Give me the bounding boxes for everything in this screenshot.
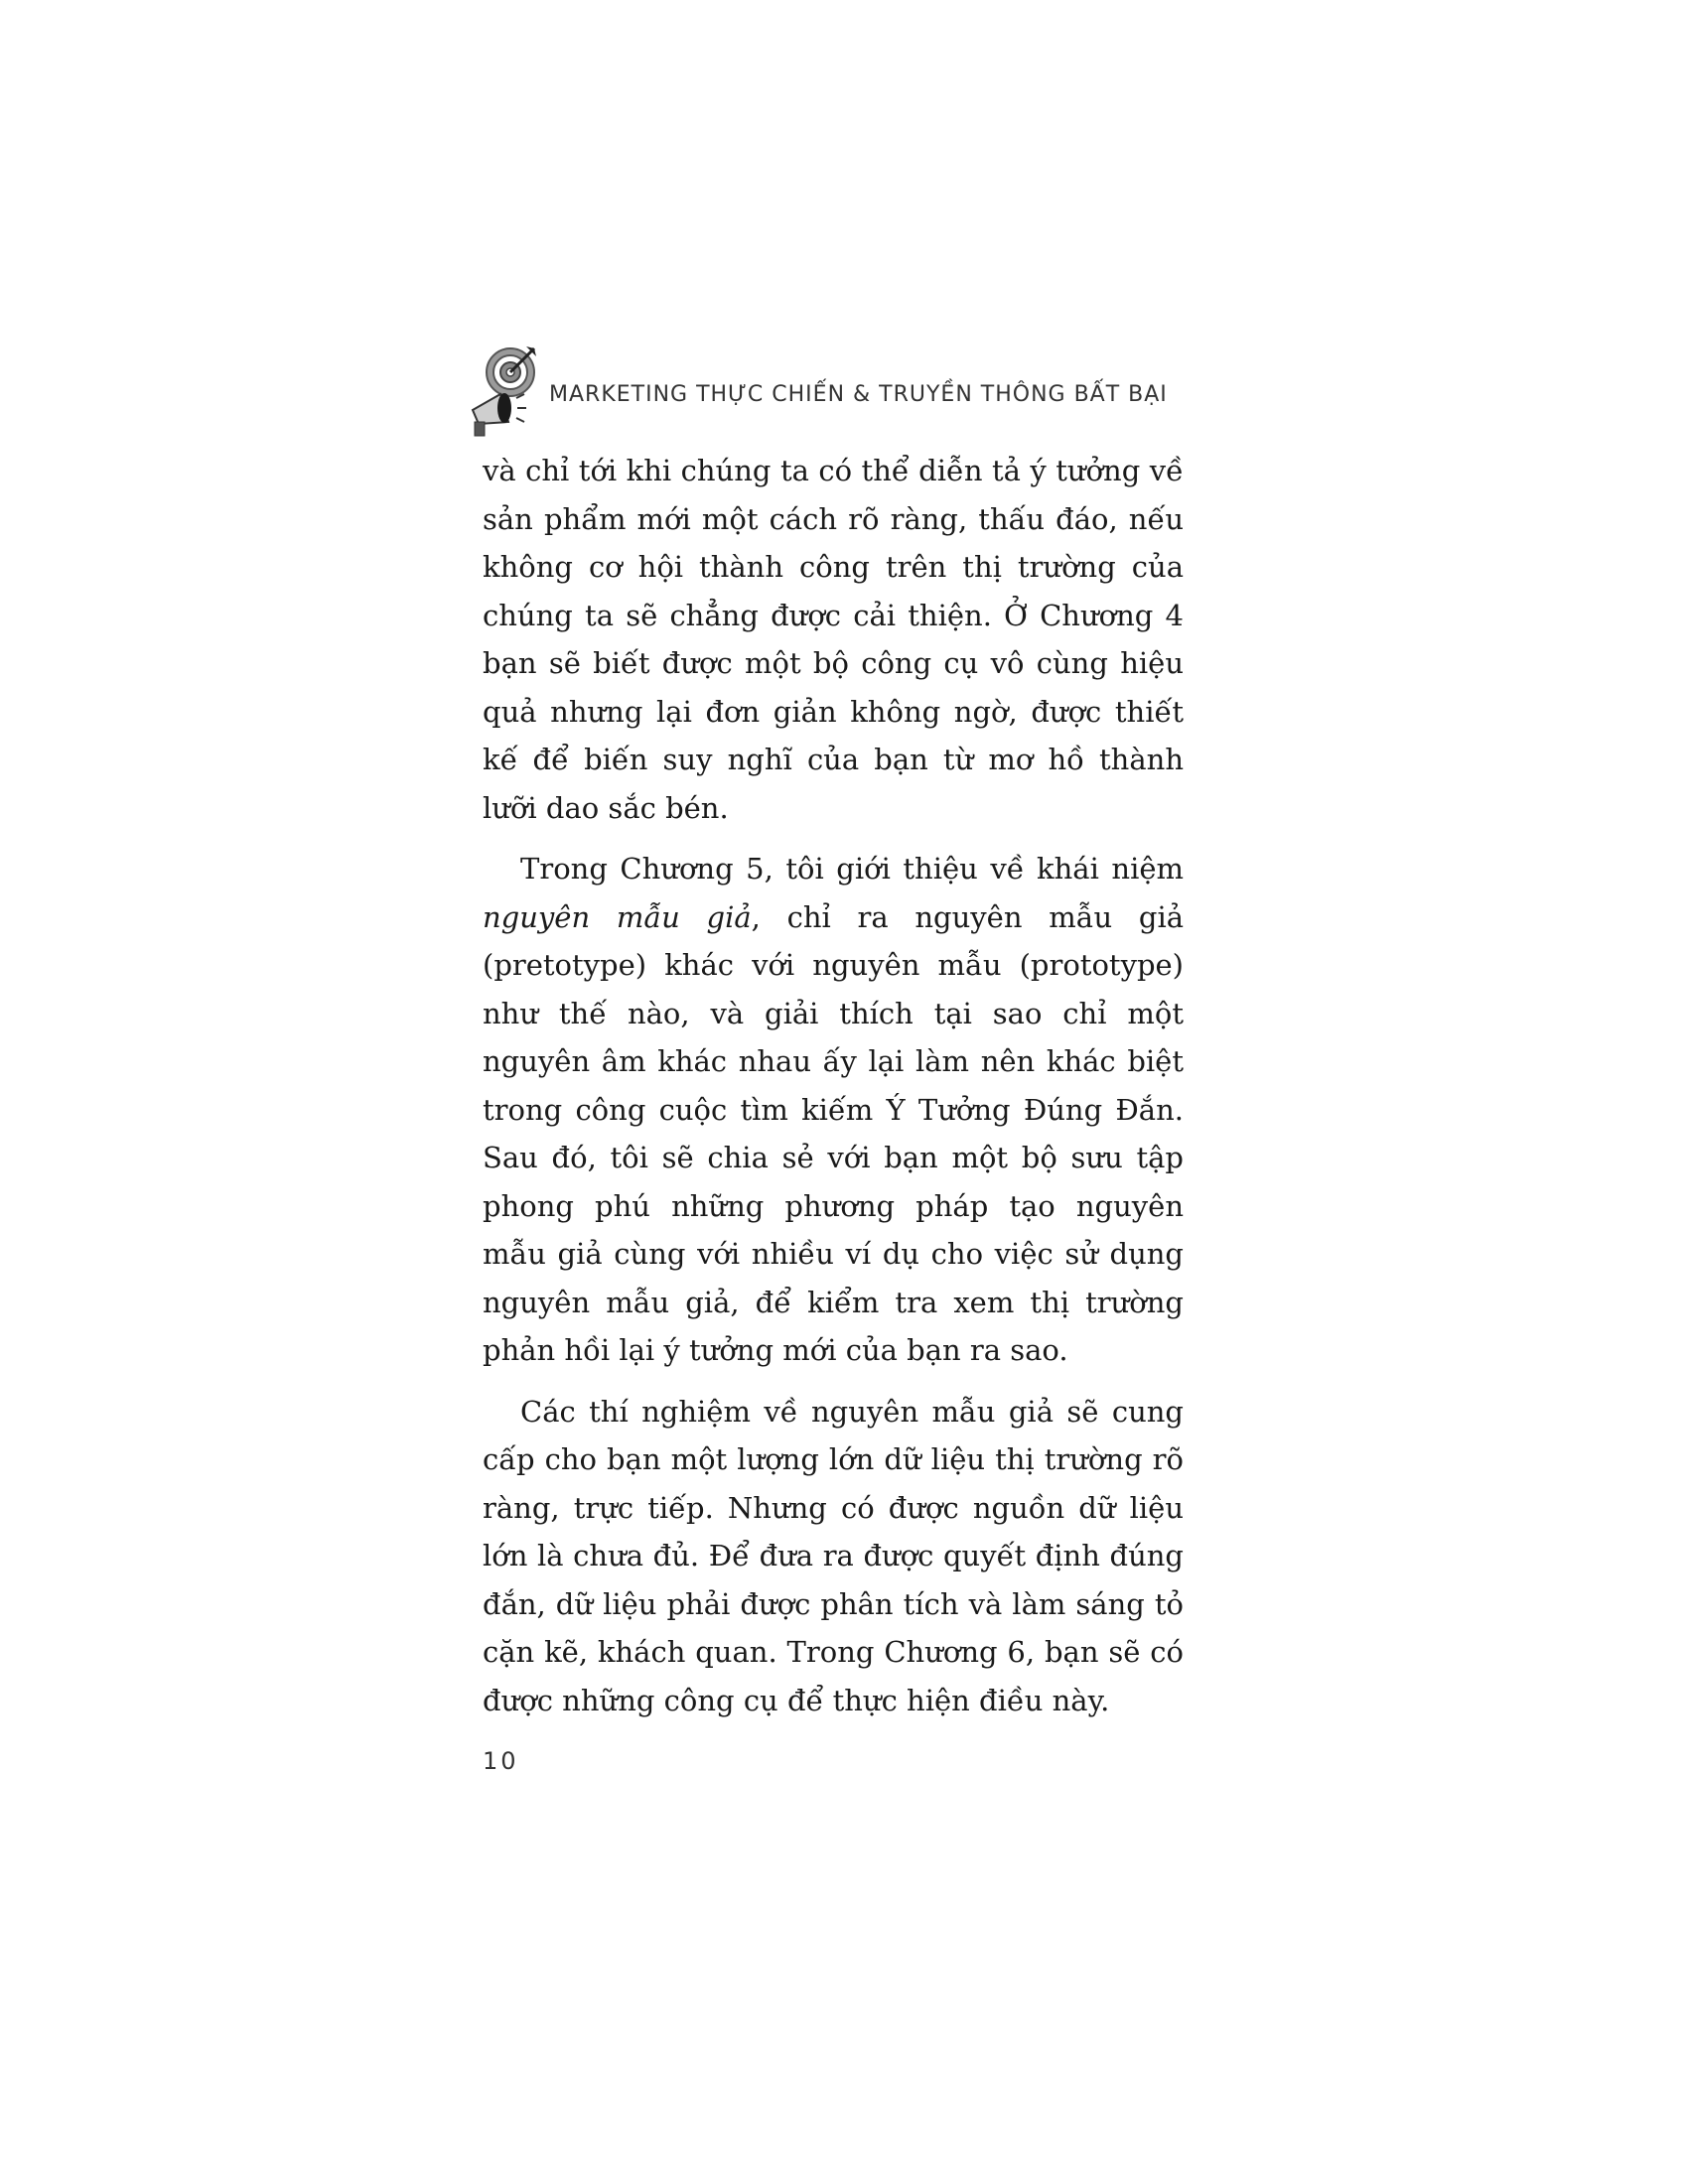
running-title: MARKETING THỰC CHIẾN & TRUYỀN THÔNG BẤT BẠI	[549, 382, 1168, 407]
paragraph-2-lead: Trong Chương 5, tôi giới thiệu về khái niệm	[520, 852, 1184, 886]
paragraph-2-rest: , chỉ ra nguyên mẫu giả (pretotype) khác với nguyên mẫu (prototype) như thế nào, và giải thích tại sao chỉ một nguyên âm khác nhau ấy lại làm nên khác biệt trong công cuộc tìm kiếm Ý Tưởng Đúng Đắn. Sau đó, tôi sẽ chia sẻ với bạn một bộ sưu tập phong phú những phương pháp tạo nguyên mẫu giả cùng với nhiều ví dụ cho việc sử dụng nguyên mẫu giả, để kiểm tra xem thị trường phản hồi lại ý tưởng mới của bạn ra sao.	[483, 899, 1185, 1367]
paragraph-1: và chỉ tới khi chúng ta có thể diễn tả ý tưởng về sản phẩm mới một cách rõ ràng, thấu đáo, nếu không cơ hội thành công trên thị trường của chúng ta sẽ chẳng được cải thiện. Ở Chương 4 bạn sẽ biết được một bộ công cụ vô cùng hiệu quả nhưng lại đơn giản không ngờ, được thiết kế để biến suy nghĩ của bạn từ mơ hồ thành lưỡi dao sắc bén.	[483, 454, 1184, 825]
page-number: 10	[483, 1747, 519, 1775]
running-header	[465, 342, 1219, 442]
paragraph-3: Các thí nghiệm về nguyên mẫu giả sẽ cung cấp cho bạn một lượng lớn dữ liệu thị trường rõ ràng, trực tiếp. Nhưng có được nguồn dữ liệu lớn là chưa đủ. Để đưa ra được quyết định đúng đắn, dữ liệu phải được phân tích và làm sáng tỏ cặn kẽ, khách quan. Trong Chương 6, bạn sẽ có được những công cụ để thực hiện điều này.	[483, 1394, 1184, 1717]
paragraph-2	[483, 845, 1184, 1375]
target-megaphone-icon	[465, 342, 542, 440]
paragraph-2-italic-term: nguyên mẫu giả	[483, 899, 752, 934]
body-text	[483, 447, 1184, 1737]
